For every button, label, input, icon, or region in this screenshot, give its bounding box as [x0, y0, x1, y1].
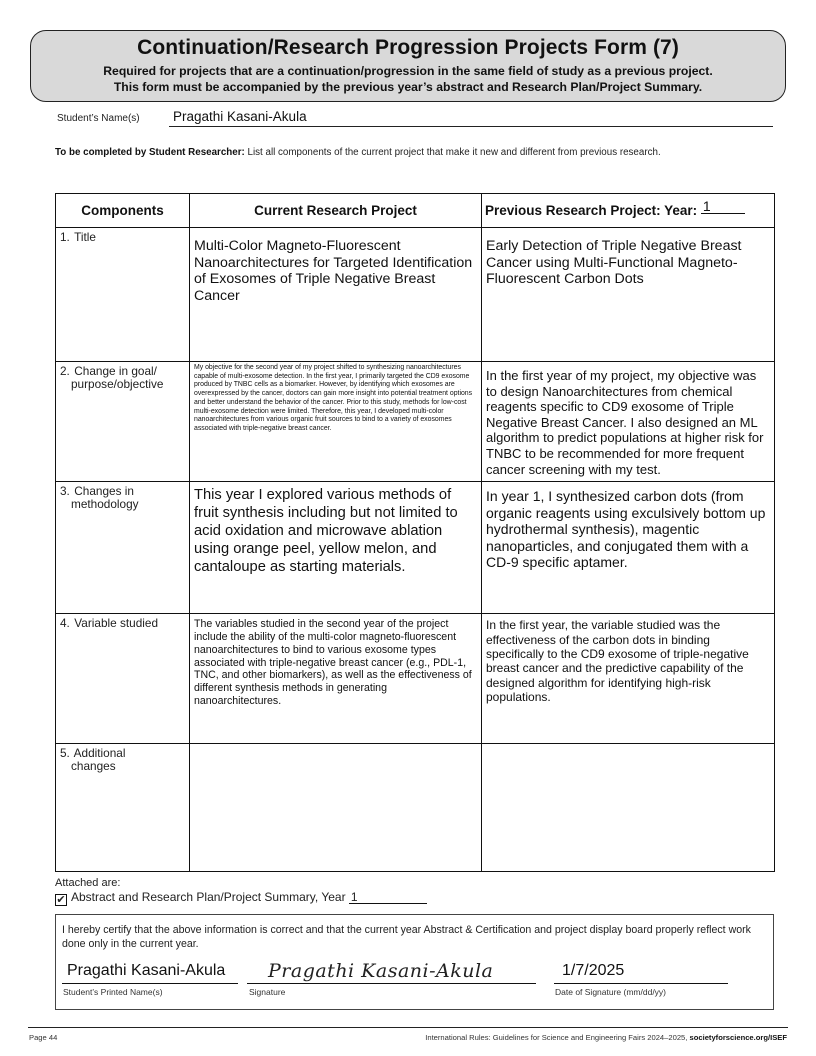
component-label: Title: [74, 230, 96, 244]
attachment-label: Abstract and Research Plan/Project Summary, Year: [71, 890, 346, 904]
component-number: 1.: [60, 230, 70, 244]
component-label-cont: changes: [71, 759, 116, 774]
student-name-row: [57, 109, 773, 127]
printed-name-caption: Student’s Printed Name(s): [63, 987, 163, 997]
header-previous-label: Previous Research Project: Year:: [485, 203, 698, 218]
signature-date-field[interactable]: 1/7/2025: [562, 962, 625, 979]
header-components: Components: [56, 194, 190, 228]
component-number: 3.: [60, 484, 70, 499]
signature-caption: Signature: [249, 987, 286, 997]
component-cell: [56, 362, 190, 482]
component-label-cont: methodology: [71, 497, 139, 512]
previous-variable-cell[interactable]: In the first year, the variable studied was the effectiveness of the carbon dots in binding specifically to the CD9 exosome of triple-negative breast cancer and the predictive capability of the designed algorithm for identifying high-risk populations.: [482, 614, 775, 744]
component-number: 5.: [60, 746, 70, 761]
footer-url-link[interactable]: societyforscience.org/ISEF: [689, 1033, 787, 1042]
current-title-cell[interactable]: Multi-Color Magneto-Fluorescent Nanoarchitectures for Targeted Identification of Exosomes of Triple Negative Breast Cancer: [190, 228, 482, 362]
table-row-methodology: [56, 482, 775, 614]
date-line: [554, 983, 728, 984]
component-number: 4.: [60, 616, 70, 631]
form-requirement-line-1: Required for projects that are a continuation/progression in the same field of study as a previous project.: [103, 64, 713, 78]
previous-year-field[interactable]: 1: [701, 199, 745, 214]
footer-citation: [425, 1033, 787, 1042]
student-name-underline: [169, 126, 773, 127]
header-previous-project: [482, 194, 775, 228]
footer-rules-text: International Rules: Guidelines for Science and Engineering Fairs 2024–2025,: [425, 1033, 690, 1042]
signature-line: [247, 983, 536, 984]
footer-rule: [28, 1027, 788, 1028]
certification-text: I hereby certify that the above information is correct and that the current year Abstract & Certification and project display board properly reflect work done only in the current year.: [62, 924, 751, 950]
table-row-goal: [56, 362, 775, 482]
component-label: Changes in: [74, 484, 134, 499]
components-table: [55, 193, 775, 872]
previous-methodology-cell[interactable]: In year 1, I synthesized carbon dots (from organic reagents using exculsively bottom up hydrothermal synthesis), magentic nanoparticles, and conjugated them with a CD-9 specific aptamer.: [482, 482, 775, 614]
component-label: Additional: [73, 746, 126, 761]
form-requirement-line-2: This form must be accompanied by the previous year’s abstract and Research Plan/Project Summary.: [113, 80, 703, 94]
current-variable-cell[interactable]: The variables studied in the second year of the project include the ability of the multi-color magneto-fluorescent nanoarchitectures to bind to various exosome types associated with triple-negative breast cancer (e.g., PDL-1, TNC, and other biomarkers), as well as the effectiveness of different synthesis methods in generating nanoarchitectures.: [190, 614, 482, 744]
previous-additional-cell[interactable]: [482, 744, 775, 872]
student-name-field[interactable]: Pragathi Kasani-Akula: [173, 109, 307, 124]
current-methodology-cell[interactable]: This year I explored various methods of fruit synthesis including but not limited to acid oxidation and microwave ablation using orange peel, yellow melon, and cantaloupe as starting materials.: [190, 482, 482, 614]
component-label-cont: purpose/objective: [71, 377, 164, 391]
component-label: Variable studied: [74, 616, 159, 631]
instructions-lead: To be completed by Student Researcher:: [55, 147, 245, 158]
table-row-variable: [56, 614, 775, 744]
table-row-additional: [56, 744, 775, 872]
abstract-checkbox[interactable]: ✔: [56, 894, 66, 906]
component-number: 2.: [60, 364, 70, 378]
component-cell: [56, 482, 190, 614]
form-header: [30, 30, 786, 102]
instructions: [55, 147, 755, 160]
signature-field[interactable]: Pragathi Kasani-Akula: [268, 960, 494, 982]
table-row-title: [56, 228, 775, 362]
printed-name-line: [62, 983, 238, 984]
page-number: Page 44: [29, 1033, 58, 1042]
current-goal-cell[interactable]: My objective for the second year of my project shifted to synthesizing nanoarchitectures capable of multi-exosome detection. In the first year, I primarily targeted the CD9 exosome produced by TNBC cells as a biomarker. However, by identifying which exosomes are overexpressed by the cancer, doctors can gain more insight into potential treatment options and better understand the behavior of the cancer. Prior to this study, methods for low-cost multi-exosome detection were limited. Therefore, this year, I developed multi-color nanoarchitectures from various organic fruit sources to bind to a variety of exosomes associated with triple-negative breast cancer.: [190, 362, 482, 482]
form-title: Continuation/Research Progression Projects Form (7): [137, 36, 679, 59]
attached-label: Attached are:: [55, 877, 121, 889]
component-cell: [56, 614, 190, 744]
current-additional-cell[interactable]: [190, 744, 482, 872]
printed-name-field[interactable]: Pragathi Kasani-Akula: [67, 962, 226, 979]
component-label: Change in goal/: [74, 364, 157, 378]
previous-goal-cell[interactable]: In the first year of my project, my objective was to design Nanoarchitectures from chemical reagents specific to CD9 exosome of Triple Negative Breast Cancer. I also designed an ML algorithm to predict populations at higher risk for TNBC to be recommended for more frequent cancer screening with my test.: [482, 362, 775, 482]
previous-title-cell[interactable]: Early Detection of Triple Negative Breast Cancer using Multi-Functional Magneto-Fluorescent Carbon Dots: [482, 228, 775, 362]
student-name-label: Student’s Name(s): [57, 113, 140, 124]
header-current-project: Current Research Project: [190, 194, 482, 228]
attachment-year-field[interactable]: 1: [349, 891, 427, 904]
table-header-row: [56, 194, 775, 228]
certification-box: [55, 914, 774, 1010]
instructions-text: List all components of the current project that make it new and different from previous research.: [244, 147, 661, 158]
attachment-row: [55, 890, 427, 906]
date-caption: Date of Signature (mm/dd/yy): [555, 987, 667, 997]
component-cell: [56, 228, 190, 362]
component-cell: [56, 744, 190, 872]
